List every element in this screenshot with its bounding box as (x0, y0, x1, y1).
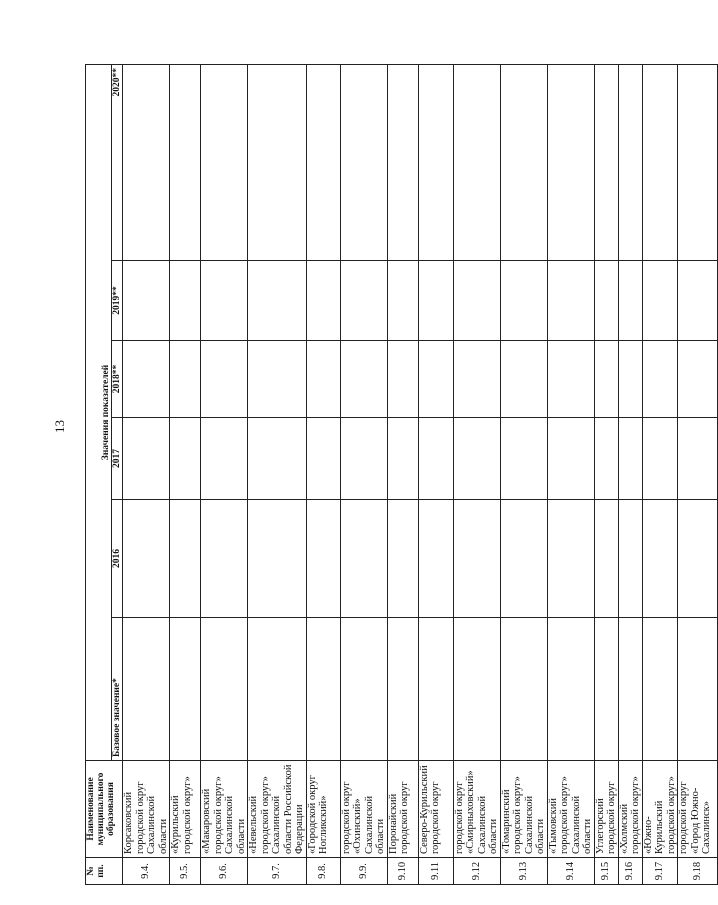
row-number: 9.18 (678, 858, 718, 885)
value-cell (500, 64, 547, 260)
value-cell (594, 341, 618, 418)
value-cell (594, 418, 618, 500)
municipality-name: городской округ «Охинский» Сахалинской области (340, 761, 387, 858)
municipality-name: «Холмский городской округ» (618, 761, 642, 858)
value-cell (201, 500, 248, 618)
value-cell (201, 618, 248, 761)
value-cell (170, 64, 201, 260)
row-number: 9.4. (123, 858, 170, 885)
value-cell (248, 618, 307, 761)
value-cell (453, 618, 500, 761)
municipality-name: городской округ «Смирныховский» Сахалинской области (453, 761, 500, 858)
municipality-name: «Курильский городской округ» (170, 761, 201, 858)
rotated-table-container (85, 65, 712, 885)
table-row (678, 64, 718, 884)
value-cell (387, 261, 418, 341)
value-cell (418, 64, 453, 260)
table-row (201, 64, 248, 884)
table-row (123, 64, 170, 884)
value-cell (201, 418, 248, 500)
value-cell (418, 618, 453, 761)
row-number: 9.6. (201, 858, 248, 885)
table-row (387, 64, 418, 884)
municipality-name: «Невельский городской округ» Сахалинской области Российской Федерации (248, 761, 307, 858)
table-row (500, 64, 547, 884)
value-cell (248, 341, 307, 418)
table-row (340, 64, 387, 884)
value-cell (678, 500, 718, 618)
municipality-name: Углегорский городской округ (594, 761, 618, 858)
value-cell (594, 500, 618, 618)
value-cell (387, 418, 418, 500)
table-row (547, 64, 594, 884)
municipality-name: «Томаринский городской округ» Сахалинской области (500, 761, 547, 858)
value-cell (618, 341, 642, 418)
value-cell (387, 64, 418, 260)
value-cell (340, 261, 387, 341)
value-cell (642, 500, 678, 618)
value-cell (123, 64, 170, 260)
value-cell (306, 500, 340, 618)
row-number: 9.16 (618, 858, 642, 885)
value-cell (123, 618, 170, 761)
value-cell (500, 341, 547, 418)
row-number: 9.13 (500, 858, 547, 885)
value-cell (618, 64, 642, 260)
page-number: 13 (52, 420, 67, 433)
value-cell (547, 341, 594, 418)
value-cell (453, 64, 500, 260)
value-cell (678, 261, 718, 341)
table-row (618, 64, 642, 884)
value-cell (306, 618, 340, 761)
value-cell (170, 261, 201, 341)
value-cell (678, 64, 718, 260)
value-cell (618, 418, 642, 500)
value-cell (201, 64, 248, 260)
value-cell (642, 261, 678, 341)
value-cell (248, 64, 307, 260)
value-cell (170, 341, 201, 418)
municipality-name: «Тымовский городской округ» Сахалинской области (547, 761, 594, 858)
table-row (306, 64, 340, 884)
header-number: № пп. (86, 858, 123, 885)
value-cell (453, 418, 500, 500)
header-values-group: Значения показателей (86, 64, 112, 760)
value-cell (418, 341, 453, 418)
header-row-1 (86, 64, 112, 884)
value-cell (306, 261, 340, 341)
table-body (123, 64, 718, 884)
table-row (642, 64, 678, 884)
value-cell (123, 341, 170, 418)
header-2016: 2016 (112, 500, 123, 618)
value-cell (201, 261, 248, 341)
header-base-value: Базовое значение* (112, 618, 123, 761)
value-cell (594, 64, 618, 260)
row-number: 9.12 (453, 858, 500, 885)
value-cell (618, 261, 642, 341)
municipality-name: «Городской округ Ногликский» (306, 761, 340, 858)
table-row (248, 64, 307, 884)
value-cell (248, 500, 307, 618)
value-cell (387, 618, 418, 761)
value-cell (678, 418, 718, 500)
row-number: 9.10 (387, 858, 418, 885)
value-cell (340, 618, 387, 761)
municipality-name: «Южно-Курильский городской округ» (642, 761, 678, 858)
municipality-name: Северо-Курильский городской округ (418, 761, 453, 858)
value-cell (248, 418, 307, 500)
municipality-name: Поронайский городской округ (387, 761, 418, 858)
value-cell (123, 418, 170, 500)
value-cell (547, 64, 594, 260)
value-cell (547, 261, 594, 341)
value-cell (170, 618, 201, 761)
table-row (418, 64, 453, 884)
header-2018: 2018** (112, 341, 123, 418)
value-cell (618, 500, 642, 618)
municipality-name: городской округ «Город Южно-Сахалинск» (678, 761, 718, 858)
value-cell (170, 500, 201, 618)
value-cell (453, 500, 500, 618)
value-cell (387, 341, 418, 418)
row-number: 9.9. (340, 858, 387, 885)
value-cell (594, 618, 618, 761)
value-cell (418, 418, 453, 500)
value-cell (201, 341, 248, 418)
value-cell (170, 418, 201, 500)
value-cell (642, 64, 678, 260)
table-row (594, 64, 618, 884)
value-cell (248, 261, 307, 341)
row-number: 9.14 (547, 858, 594, 885)
value-cell (123, 261, 170, 341)
value-cell (306, 64, 340, 260)
value-cell (123, 500, 170, 618)
value-cell (418, 500, 453, 618)
value-cell (500, 261, 547, 341)
value-cell (618, 618, 642, 761)
row-number: 9.8. (306, 858, 340, 885)
municipality-name: «Макаровский городской округ» Сахалинской области (201, 761, 248, 858)
row-number: 9.11 (418, 858, 453, 885)
header-2017: 2017 (112, 418, 123, 500)
value-cell (453, 261, 500, 341)
row-number: 9.15 (594, 858, 618, 885)
value-cell (642, 341, 678, 418)
value-cell (594, 261, 618, 341)
value-cell (453, 341, 500, 418)
row-number: 9.7. (248, 858, 307, 885)
indicator-table (85, 64, 718, 885)
table-row (170, 64, 201, 884)
value-cell (340, 418, 387, 500)
value-cell (306, 341, 340, 418)
header-2020: 2020** (112, 64, 123, 260)
value-cell (387, 500, 418, 618)
value-cell (340, 341, 387, 418)
row-number: 9.17 (642, 858, 678, 885)
value-cell (547, 418, 594, 500)
row-number: 9.5. (170, 858, 201, 885)
value-cell (547, 618, 594, 761)
table-row (453, 64, 500, 884)
value-cell (642, 418, 678, 500)
value-cell (678, 618, 718, 761)
value-cell (547, 500, 594, 618)
value-cell (340, 64, 387, 260)
value-cell (500, 418, 547, 500)
municipality-name: Корсаковский городской округ Сахалинской области (123, 761, 170, 858)
value-cell (678, 341, 718, 418)
header-name: Наименование муниципального образования (86, 761, 123, 858)
value-cell (642, 618, 678, 761)
value-cell (340, 500, 387, 618)
value-cell (500, 618, 547, 761)
value-cell (418, 261, 453, 341)
value-cell (306, 418, 340, 500)
value-cell (500, 500, 547, 618)
header-2019: 2019** (112, 261, 123, 341)
